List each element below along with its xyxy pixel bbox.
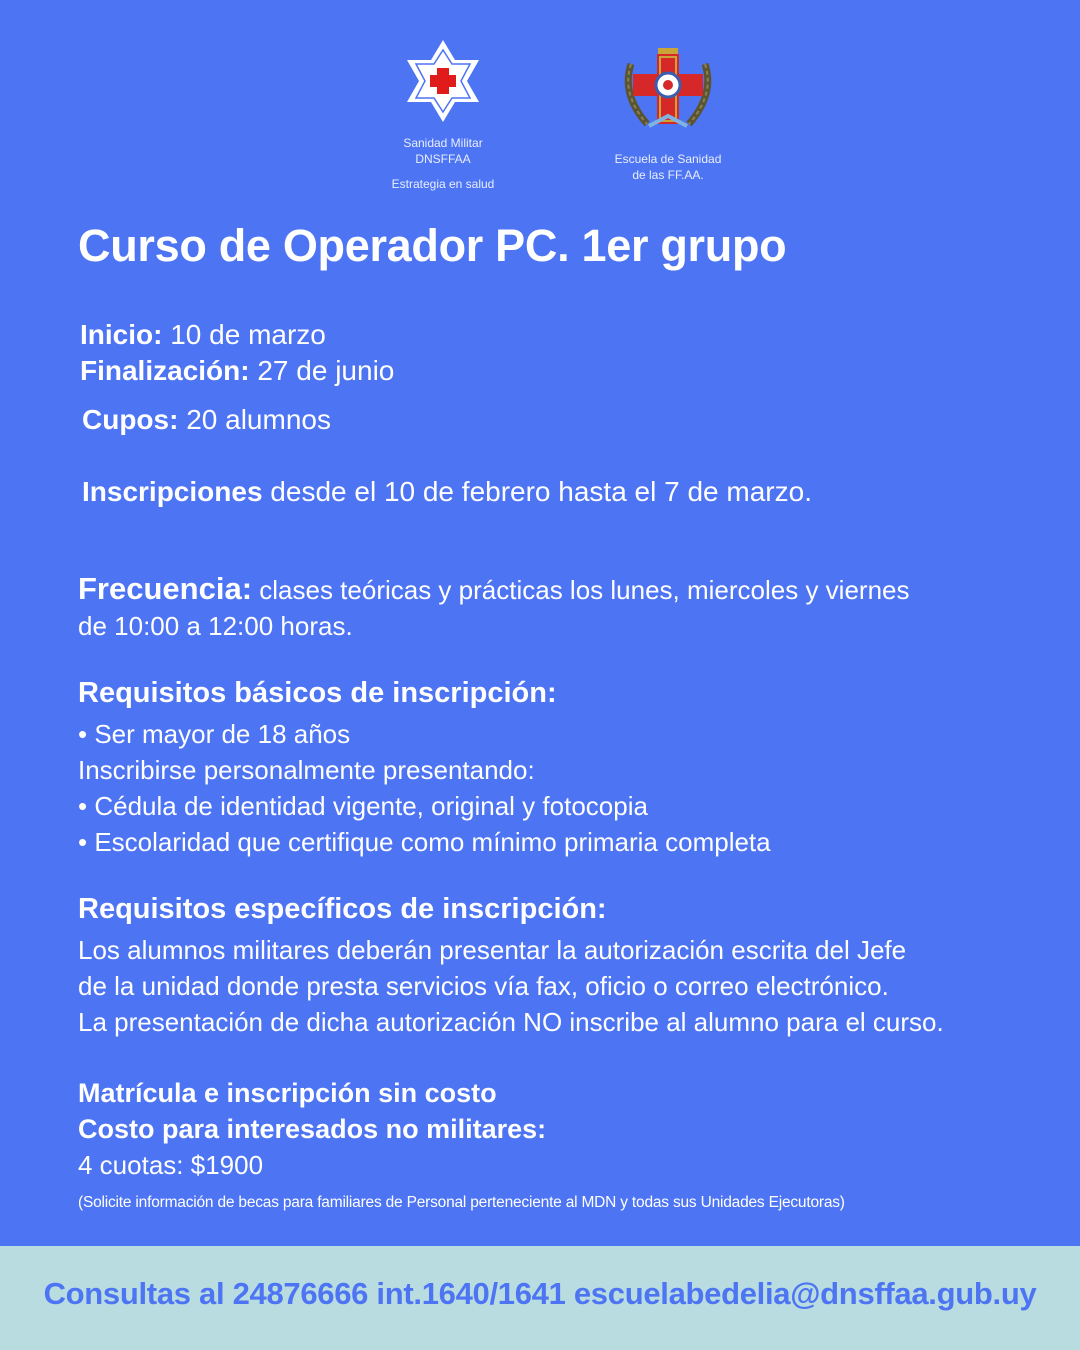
cupos-label: Cupos: [82, 404, 179, 435]
logo-right-line2: de las FF.AA. [632, 168, 704, 182]
requisito-especifico-line: de la unidad donde presta servicios vía fax, oficio o correo electrónico. [78, 971, 889, 1001]
logo-left-line1: Sanidad Militar [403, 136, 483, 150]
cuotas-line: 4 cuotas: $1900 [78, 1150, 264, 1180]
inicio-value: 10 de marzo [170, 319, 326, 350]
star-cross-icon [398, 38, 488, 124]
logo-right-line1: Escuela de Sanidad [614, 152, 722, 166]
matricula-line: Matrícula e inscripción sin costo [78, 1078, 497, 1108]
requisitos-especificos-heading: Requisitos específicos de inscripción: [78, 893, 607, 925]
escuela-sanidad-logo [598, 44, 738, 183]
frecuencia-value-line2: de 10:00 a 12:00 horas. [78, 611, 353, 641]
logos-header [0, 0, 1080, 210]
frecuencia-value: clases teóricas y prácticas los lunes, miercoles y viernes [259, 575, 910, 605]
cupos-line [82, 402, 331, 438]
frecuencia-label: Frecuencia: [78, 571, 253, 606]
costo-no-militares-line: Costo para interesados no militares: [78, 1114, 547, 1144]
requisito-basico-item: • Cédula de identidad vigente, original y fotocopia [78, 791, 648, 821]
cupos-value: 20 alumnos [186, 404, 331, 435]
logo-left-line2: DNSFFAA [415, 152, 471, 166]
requisito-basico-item: Inscribirse personalmente presentando: [78, 755, 535, 785]
page-title: Curso de Operador PC. 1er grupo [78, 220, 787, 271]
inscripciones-label: Inscripciones [82, 476, 263, 507]
becas-note: (Solicite información de becas para familiares de Personal perteneciente al MDN y todas sus Unidades Ejecutoras) [78, 1194, 845, 1211]
finalizacion-line [80, 353, 394, 389]
finalizacion-label: Finalización: [80, 355, 250, 386]
requisito-basico-item: • Escolaridad que certifique como mínimo primaria completa [78, 827, 771, 857]
contact-info: Consultas al 24876666 int.1640/1641 escuelabedelia@dnsffaa.gub.uy [43, 1276, 1037, 1311]
sanidad-militar-logo [368, 38, 518, 191]
inicio-line [80, 317, 326, 353]
requisito-basico-item: • Ser mayor de 18 años [78, 719, 351, 749]
finalizacion-value: 27 de junio [257, 355, 395, 386]
inicio-label: Inicio: [80, 319, 163, 350]
frecuencia-line [78, 571, 910, 608]
inscripciones-value: desde el 10 de febrero hasta el 7 de marzo. [270, 476, 812, 507]
requisito-especifico-line: Los alumnos militares deberán presentar la autorización escrita del Jefe [78, 935, 907, 965]
inscripciones-line [82, 474, 812, 510]
laurel-cross-emblem-icon [613, 44, 723, 136]
requisito-especifico-line: La presentación de dicha autorización NO inscribe al alumno para el curso. [78, 1007, 944, 1037]
requisitos-basicos-heading: Requisitos básicos de inscripción: [78, 677, 557, 709]
contact-footer [0, 1246, 1080, 1350]
logo-left-tagline: Estrategia en salud [391, 177, 495, 191]
